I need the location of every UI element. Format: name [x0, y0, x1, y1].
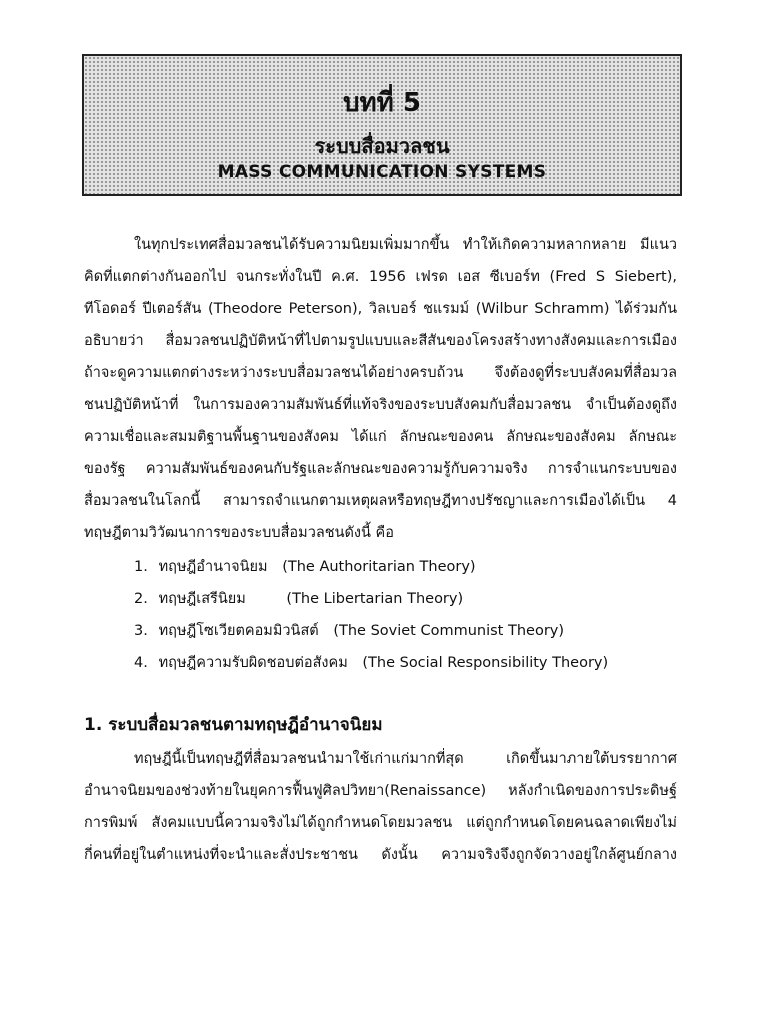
- theory-number: 2.: [134, 591, 148, 607]
- theory-name-english: (The Social Responsibility Theory): [362, 655, 609, 671]
- section-paragraph-line: การพิมพ์ สังคมแบบนี้ความจริงไม่ได้ถูกกำหนดโดยมวลชน แต่ถูกกำหนดโดยคนฉลาดเพียงไม่: [84, 815, 677, 831]
- intro-paragraph-line: ทีโอดอร์ ปีเตอร์สัน (Theodore Peterson), วิลเบอร์ ชแรมม์ (Wilbur Schramm) ได้ร่วมกัน: [84, 301, 677, 317]
- chapter-title-english: MASS COMMUNICATION SYSTEMS: [217, 162, 547, 182]
- section-paragraph-line: อำนาจนิยมของช่วงท้ายในยุคการฟื้นฟูศิลปวิทยา(Renaissance) หลังกำเนิดของการประดิษฐ์: [84, 783, 677, 799]
- theory-number: 3.: [134, 623, 148, 639]
- theory-number: 1.: [134, 559, 148, 575]
- chapter-title-box: [82, 54, 682, 196]
- theory-name-english: (The Libertarian Theory): [286, 591, 464, 607]
- section-heading: 1. ระบบสื่อมวลชนตามทฤษฎีอำนาจนิยม: [84, 715, 383, 735]
- chapter-number: บทที่ 5: [343, 88, 421, 118]
- section-paragraph-line: กี่คนที่อยู่ในตำแหน่งที่จะนำและสั่งประชาชน ดังนั้น ความจริงจึงถูกจัดวางอยู่ใกล้ศูนย์กลาง: [84, 847, 677, 863]
- theory-list-item: [134, 648, 608, 678]
- theory-name-thai: ทฤษฎีอำนาจนิยม: [158, 559, 268, 575]
- section-paragraph-line: ทฤษฎีนี้เป็นทฤษฎีที่สื่อมวลชนนำมาใช้เก่าแก่มากที่สุด เกิดขึ้นมาภายใต้บรรยากาศ: [134, 751, 677, 767]
- chapter-title-thai: ระบบสื่อมวลชน: [314, 134, 450, 158]
- intro-paragraph-line: ทฤษฎีตามวิวัฒนาการของระบบสื่อมวลชนดังนี้ คือ: [84, 525, 394, 541]
- intro-paragraph-line: คิดที่แตกต่างกันออกไป จนกระทั่งในปี ค.ศ. 1956 เฟรด เอส ซีเบอร์ท (Fred S Siebert),: [84, 269, 677, 285]
- intro-paragraph-line: ชนปฏิบัติหน้าที่ ในการมองความสัมพันธ์ที่แท้จริงของระบบสังคมกับสื่อมวลชน จำเป็นต้องดูถึง: [84, 397, 677, 413]
- intro-paragraph-line: ของรัฐ ความสัมพันธ์ของคนกับรัฐและลักษณะของความรู้กับความจริง การจำแนกระบบของ: [84, 461, 677, 477]
- theory-list-item: [134, 584, 463, 614]
- theory-name-thai: ทฤษฎีความรับผิดชอบต่อสังคม: [158, 655, 348, 671]
- theory-name-thai: ทฤษฎีโซเวียตคอมมิวนิสต์: [158, 623, 319, 639]
- intro-paragraph-line: ในทุกประเทศสื่อมวลชนได้รับความนิยมเพิ่มมากขึ้น ทำให้เกิดความหลากหลาย มีแนว: [134, 237, 677, 253]
- intro-paragraph-line: ถ้าจะดูความแตกต่างระหว่างระบบสื่อมวลชนได้อย่างครบถ้วน จึงต้องดูที่ระบบสังคมที่สื่อมวล: [84, 365, 677, 381]
- theory-number: 4.: [134, 655, 148, 671]
- theory-name-english: (The Authoritarian Theory): [282, 559, 476, 575]
- theory-list-item: [134, 552, 476, 582]
- intro-paragraph-line: อธิบายว่า สื่อมวลชนปฏิบัติหน้าที่ไปตามรูปแบบและสีสันของโครงสร้างทางสังคมและการเมือง: [84, 333, 677, 349]
- theory-name-thai: ทฤษฎีเสรีนิยม: [158, 591, 246, 607]
- theory-list-item: [134, 616, 564, 646]
- intro-paragraph-line: สื่อมวลชนในโลกนี้ สามารถจำแนกตามเหตุผลหรือทฤษฎีทางปรัชญาและการเมืองได้เป็น 4: [84, 493, 677, 509]
- theory-name-english: (The Soviet Communist Theory): [333, 623, 565, 639]
- intro-paragraph-line: ความเชื่อและสมมติฐานพื้นฐานของสังคม ได้แก่ ลักษณะของคน ลักษณะของสังคม ลักษณะ: [84, 429, 677, 445]
